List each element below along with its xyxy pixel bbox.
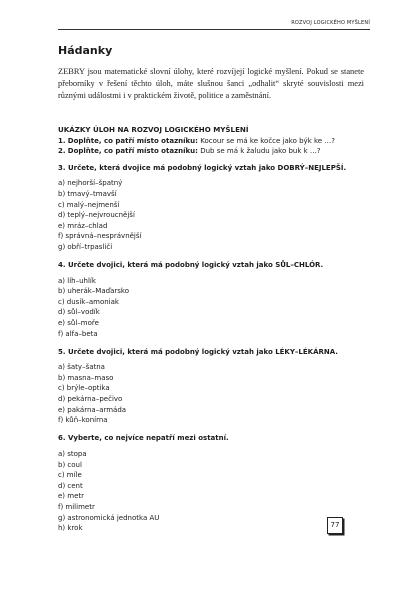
- task-4: [58, 260, 368, 339]
- answer-option: a) šaty–šatna: [58, 363, 105, 372]
- intro-paragraph: ZEBRY jsou matematické slovní úlohy, které rozvíjejí logické myšlení. Pokud se stanete přeborníky v řešení těchto úloh, máte slušnou šanci „odhalit“ skryté souvislosti mezi různými událostmi i v praktickém životě, politice a zaměstnání.: [58, 67, 364, 100]
- answer-option: d) teplý–nejvroucnější: [58, 211, 135, 220]
- answer-option: b) tmavý–tmavší: [58, 189, 117, 198]
- answer-option: e) metr: [58, 492, 85, 501]
- answer-option: d) pekárna–pečivo: [58, 395, 123, 404]
- answer-option: d) sůl–vodík: [58, 308, 100, 317]
- task-3: [58, 163, 368, 253]
- exercises: [58, 125, 368, 541]
- task-6: [58, 433, 368, 533]
- section-heading: UKÁZKY ÚLOH NA ROZVOJ LOGICKÉHO MYŠLENÍ: [58, 125, 249, 134]
- answer-option: c) míle: [58, 471, 82, 480]
- page-number: 77: [327, 517, 343, 534]
- answer-option: c) brýle–optika: [58, 384, 110, 393]
- answer-option: a) líh–uhlík: [58, 276, 96, 285]
- answer-option: f) kůň–konírna: [58, 416, 108, 425]
- answer-option: b) coul: [58, 460, 82, 469]
- answer-option: c) malý–nejmenší: [58, 200, 120, 209]
- answer-option: a) stopa: [58, 449, 87, 458]
- fill-question: 1. Doplňte, co patří místo otazníku: Kocour se má ke kočce jako býk ke …?: [58, 136, 336, 145]
- answer-option: g) astronomická jednotka AU: [58, 513, 160, 522]
- answer-option: g) obří–trpasličí: [58, 242, 113, 251]
- fill-question: 2. Doplňte, co patří místo otazníku: Dub se má k žaludu jako buk k …?: [58, 147, 321, 156]
- task-question: 5. Určete dvojici, která má podobný logický vztah jako LÉKY–LÉKÁRNA.: [58, 347, 338, 356]
- answer-option: d) cent: [58, 481, 83, 490]
- answer-option: c) dusík–amoniak: [58, 297, 119, 306]
- answer-option: e) sůl–moře: [58, 319, 99, 327]
- task-question: 6. Vyberte, co nejvíce nepatří mezi ostatní.: [58, 434, 229, 443]
- answer-option: b) masna–maso: [58, 373, 114, 382]
- running-header: ROZVOJ LOGICKÉHO MYŠLENÍ: [291, 20, 370, 26]
- task-question: 3. Určete, která dvojice má podobný logický vztah jako DOBRÝ–NEJLEPŠÍ.: [58, 163, 347, 172]
- answer-option: b) uherák–Maďarsko: [58, 287, 129, 296]
- answer-option: f) správná–nesprávnější: [58, 232, 142, 241]
- task-5: [58, 347, 368, 426]
- answer-option: f) milimetr: [58, 502, 95, 511]
- answer-option: a) nejhorší–špatný: [58, 179, 123, 188]
- answer-option: e) mráz–chlad: [58, 221, 108, 230]
- header-rule: [58, 29, 370, 30]
- page-title: Hádanky: [58, 44, 113, 57]
- answer-option: e) pakárna–armáda: [58, 405, 127, 414]
- task-question: 4. Určete dvojici, která má podobný logický vztah jako SŮL–CHLÓR.: [58, 261, 324, 270]
- answer-option: f) alfa–beta: [58, 329, 98, 338]
- answer-option: h) krok: [58, 524, 83, 533]
